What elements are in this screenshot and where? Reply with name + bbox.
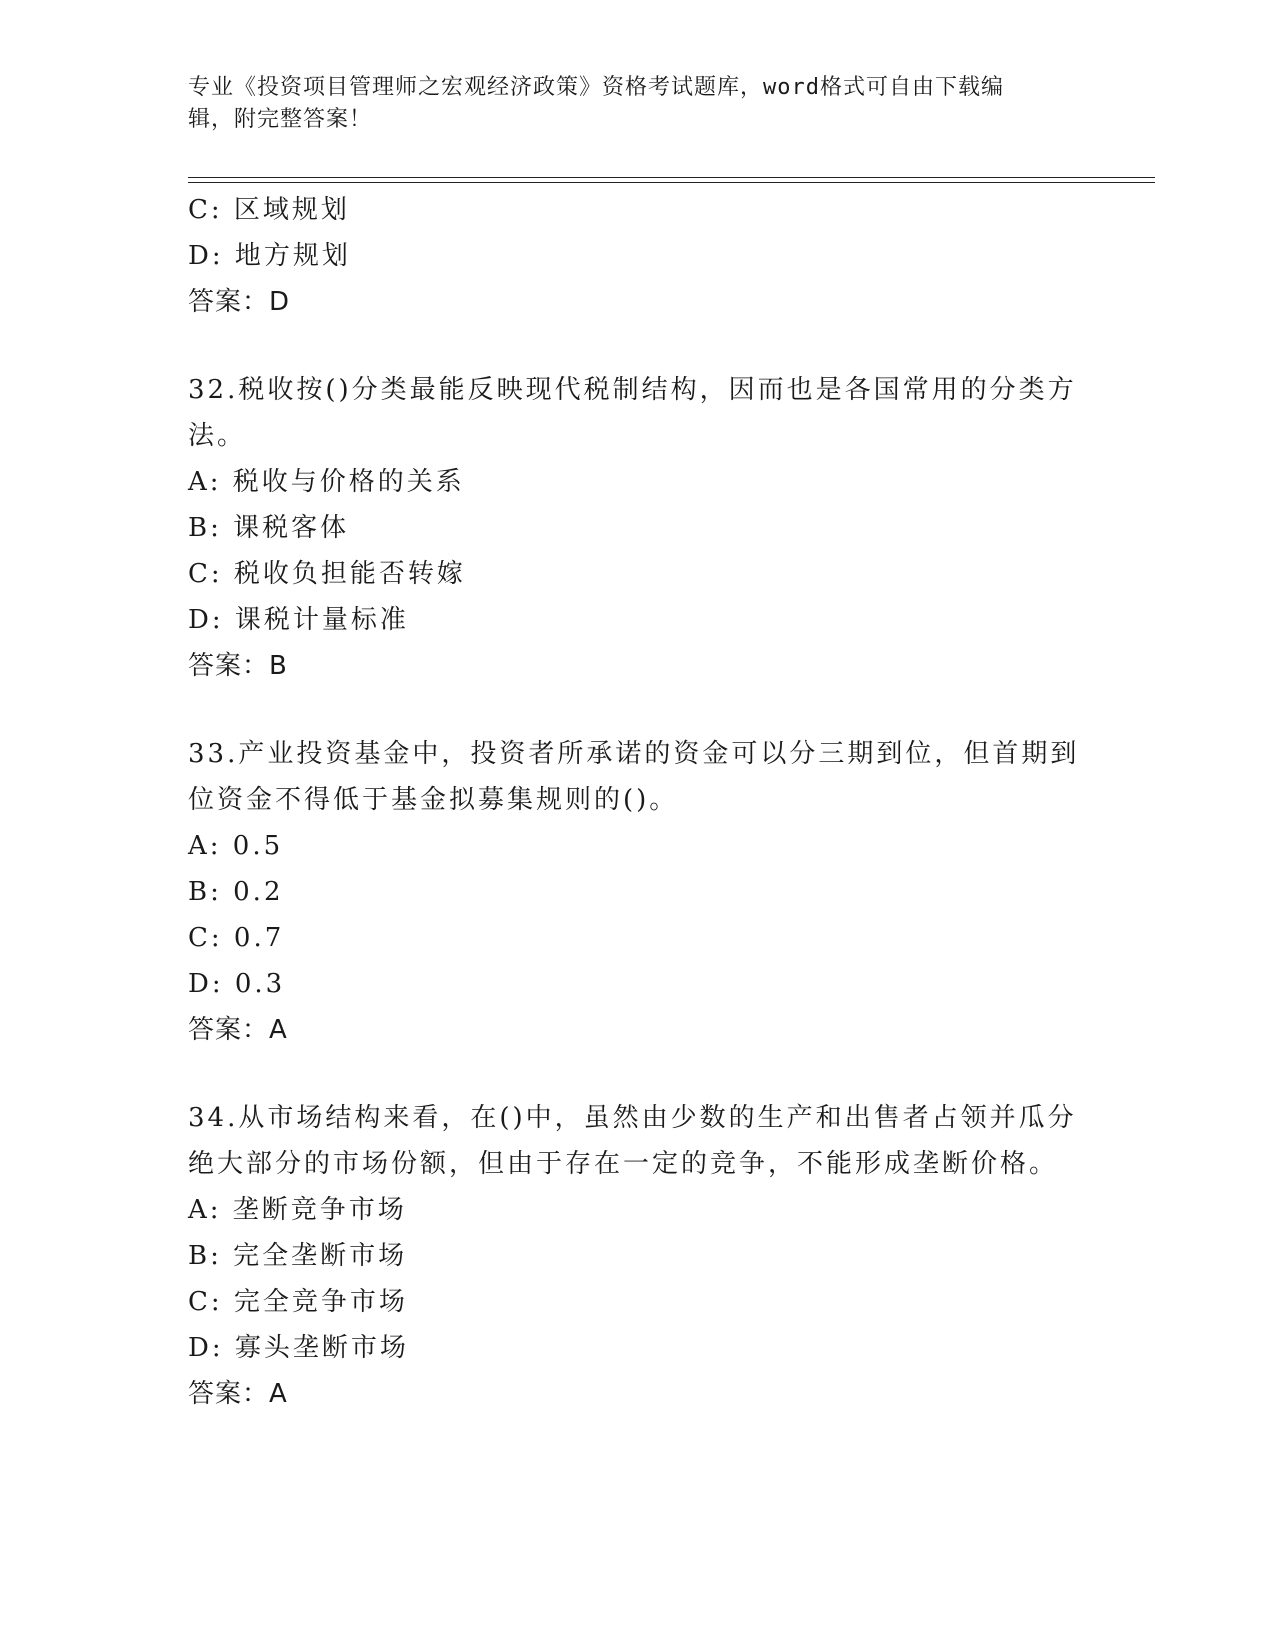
- option-d: D: 课税计量标准: [188, 605, 409, 635]
- option-d: D: 0.3: [188, 969, 286, 999]
- question-stem-line: 33.产业投资基金中，投资者所承诺的资金可以分三期到位，但首期到: [188, 739, 1080, 769]
- question-stem-line: 34.从市场结构来看，在()中，虽然由少数的生产和出售者占领并瓜分: [188, 1103, 1077, 1133]
- header-divider-bottom: [188, 182, 1155, 183]
- option-b: B: 0.2: [188, 877, 284, 907]
- option-c: C: 区域规划: [188, 195, 350, 225]
- option-c: C: 完全竞争市场: [188, 1287, 408, 1317]
- option-c: C: 税收负担能否转嫁: [188, 559, 466, 589]
- header-line-1: 专业《投资项目管理师之宏观经济政策》资格考试题库，word格式可自由下载编: [188, 75, 1004, 100]
- option-b: B: 完全垄断市场: [188, 1241, 408, 1271]
- answer: 答案：D: [188, 287, 291, 317]
- option-a: A: 0.5: [188, 831, 284, 861]
- question-34: [188, 1095, 1088, 1417]
- option-a: A: 垄断竞争市场: [188, 1195, 407, 1225]
- question-stem-line: 位资金不得低于基金拟募集规则的()。: [188, 785, 679, 815]
- option-c: C: 0.7: [188, 923, 285, 953]
- option-a: A: 税收与价格的关系: [188, 467, 465, 497]
- question-stem-line: 绝大部分的市场份额，但由于存在一定的竞争，不能形成垄断价格。: [188, 1149, 1059, 1179]
- option-d: D: 地方规划: [188, 241, 351, 271]
- question-list: [188, 187, 1088, 1417]
- header-line-2: 辑，附完整答案！: [188, 107, 373, 132]
- question-31-tail: [188, 187, 1088, 325]
- question-stem-line: 32.税收按()分类最能反映现代税制结构，因而也是各国常用的分类方: [188, 375, 1077, 405]
- header-divider-top: [188, 177, 1155, 178]
- option-b: B: 课税客体: [188, 513, 350, 543]
- answer: 答案：A: [188, 1379, 288, 1409]
- question-33: [188, 731, 1088, 1053]
- question-32: [188, 367, 1088, 689]
- option-d: D: 寡头垄断市场: [188, 1333, 409, 1363]
- answer: 答案：B: [188, 651, 288, 681]
- answer: 答案：A: [188, 1015, 288, 1045]
- question-stem-line: 法。: [188, 421, 247, 451]
- page-header: [188, 72, 1068, 136]
